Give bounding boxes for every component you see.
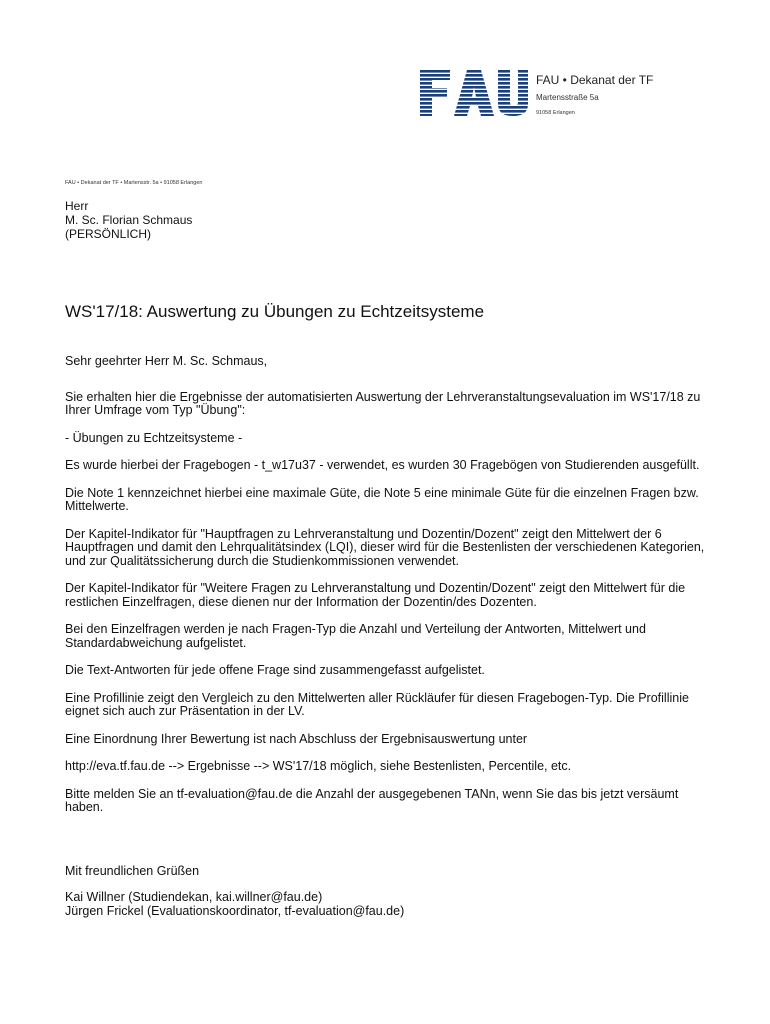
body-paragraph: Es wurde hierbei der Fragebogen - t_w17u37 - verwendet, es wurden 30 Fragebögen von Studierenden ausgefüllt. xyxy=(65,458,700,472)
signer-line: Kai Willner (Studiendekan, kai.willner@fau.de) xyxy=(65,890,323,904)
fau-logo xyxy=(420,70,528,116)
body-paragraph: Bei den Einzelfragen werden je nach Fragen-Typ die Anzahl und Verteilung der Antworten, Mittelwert und Standardabweichung aufgelistet. xyxy=(65,622,646,650)
salutation: Sehr geehrter Herr M. Sc. Schmaus, xyxy=(65,354,268,368)
letter-body xyxy=(65,355,715,829)
recipient-line: M. Sc. Florian Schmaus xyxy=(65,213,193,227)
signer-line: Jürgen Frickel (Evaluationskoordinator, tf-evaluation@fau.de) xyxy=(65,903,405,918)
letter-subject: WS'17/18: Auswertung zu Übungen zu Echtzeitsysteme xyxy=(65,302,485,321)
recipient-line: (PERSÖNLICH) xyxy=(65,227,152,241)
body-paragraph: Sie erhalten hier die Ergebnisse der automatisierten Auswertung der Lehrveranstaltungsevaluation im WS'17/18 zu Ihrer Umfrage vom Typ "Übung": xyxy=(65,389,701,417)
body-paragraph: Die Text-Antworten für jede offene Frage sind zusammengefasst aufgelistet. xyxy=(65,663,485,677)
return-address: FAU • Dekanat der TF • Martensstr. 5a • 91058 Erlangen xyxy=(65,180,203,186)
body-paragraph: Die Note 1 kennzeichnet hierbei eine maximale Güte, die Note 5 eine minimale Güte für die einzelnen Fragen bzw. Mittelwerte. xyxy=(65,485,699,513)
signers xyxy=(65,891,404,918)
recipient-address xyxy=(65,199,192,241)
body-paragraph: - Übungen zu Echtzeitsysteme - xyxy=(65,430,243,445)
body-paragraph: Der Kapitel-Indikator für "Hauptfragen zu Lehrveranstaltung und Dozentin/Dozent" zeigt den Mittelwert der 6 Hauptfragen und damit den Lehrqualitätsindex (LQI), dieser wird für die Bestenlisten der verschiedenen Kategorien, und zur Qualitätssicherung durch die Studienkommissionen verwendet. xyxy=(65,526,705,568)
letterhead-sender xyxy=(536,72,756,117)
eval-link-paragraph: http://eva.tf.fau.de --> Ergebnisse --> WS'17/18 möglich, siehe Bestenlisten, Percentile, etc. xyxy=(65,759,572,773)
recipient-line: Herr xyxy=(65,199,89,213)
body-paragraph: Eine Einordnung Ihrer Bewertung ist nach Abschluss der Ergebnisauswertung unter xyxy=(65,731,528,746)
sender-street: Martensstraße 5a xyxy=(536,93,599,102)
closing: Mit freundlichen Grüßen xyxy=(65,864,200,878)
sender-city: 91058 Erlangen xyxy=(536,110,575,116)
body-paragraph: Der Kapitel-Indikator für "Weitere Fragen zu Lehrveranstaltung und Dozentin/Dozent" zeigt den Mittelwert für die restlichen Einzelfragen, diese dienen nur der Information der Dozentin/des Dozenten. xyxy=(65,581,686,609)
body-paragraph: Bitte melden Sie an tf-evaluation@fau.de die Anzahl der ausgegebenen TANn, wenn Sie das bis jetzt versäumt haben. xyxy=(65,786,679,814)
sender-org: FAU • Dekanat der TF xyxy=(536,73,654,87)
body-paragraph: Eine Profillinie zeigt den Vergleich zu den Mittelwerten aller Rückläufer für diesen Fragebogen-Typ. Die Profillinie eignet sich auch zur Präsentation in der LV. xyxy=(65,690,689,718)
